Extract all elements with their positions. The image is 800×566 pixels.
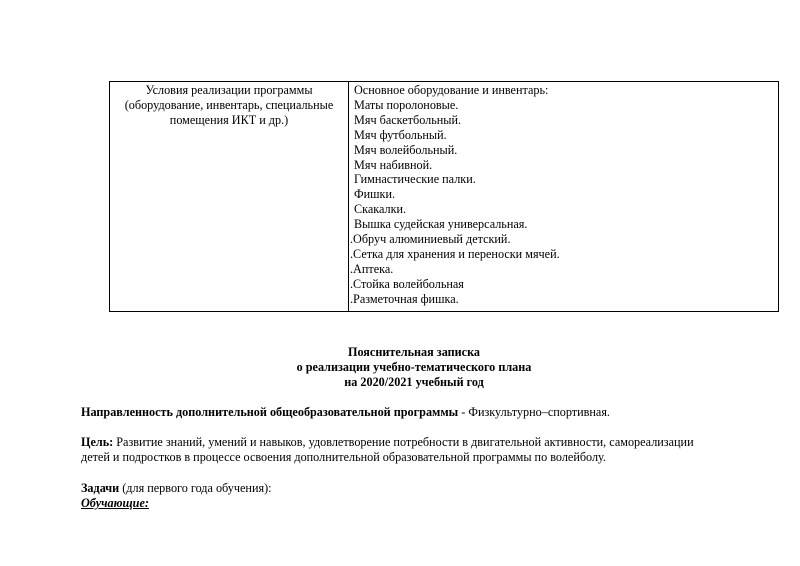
- direction-label: Направленность дополнительной общеобразовательной программы: [81, 405, 459, 419]
- goal-text: Развитие знаний, умений и навыков, удовлетворение потребности в двигательной активности, самореализации детей и подростков в процессе освоения дополнительной образовательной программы по волейболу.: [81, 435, 694, 464]
- equipment-item: .Обруч алюминиевый детский.: [350, 232, 511, 247]
- teaching-subheading: Обучающие:: [81, 496, 149, 510]
- equipment-item: .Сетка для хранения и переноски мячей.: [350, 246, 560, 261]
- equipment-item: Мяч футбольный.: [354, 127, 447, 142]
- tasks-label: Задачи: [81, 481, 120, 495]
- conditions-table: [109, 81, 779, 312]
- tasks-text: (для первого года обучения):: [119, 481, 272, 495]
- direction-paragraph: [81, 405, 721, 420]
- conditions-label-cell: Условия реализации программы (оборудование, инвентарь, специальные помещения ИКТ и др.): [110, 82, 349, 312]
- note-year: на 2020/2021 учебный год: [344, 375, 484, 389]
- equipment-item: Мяч набивной.: [354, 157, 433, 172]
- equipment-cell: [349, 82, 779, 312]
- equipment-item: Гимнастические палки.: [354, 172, 476, 187]
- direction-value: - Физкультурно–спортивная.: [458, 405, 610, 419]
- equipment-item: Мяч волейбольный.: [354, 142, 458, 157]
- tasks-paragraph: [81, 481, 721, 496]
- note-subtitle: о реализации учебно-тематического плана: [296, 360, 532, 374]
- equipment-item: .Аптека.: [350, 261, 394, 276]
- equipment-item: Фишки.: [354, 187, 396, 202]
- note-title: Пояснительная записка: [347, 345, 481, 359]
- table-row: [110, 82, 779, 312]
- equipment-item: .Стойка волейбольная: [350, 276, 464, 291]
- goal-paragraph: [81, 435, 721, 465]
- equipment-header: Основное оборудование и инвентарь:: [354, 83, 549, 97]
- goal-label: Цель:: [81, 435, 114, 449]
- equipment-item: Маты поролоновые.: [354, 97, 459, 112]
- equipment-item: Мяч баскетбольный.: [354, 112, 462, 127]
- equipment-item: .Разметочная фишка.: [350, 291, 459, 306]
- equipment-item: Вышка судейская универсальная.: [354, 217, 528, 232]
- tasks-subheading: [81, 496, 721, 511]
- equipment-item: Скакалки.: [354, 202, 407, 217]
